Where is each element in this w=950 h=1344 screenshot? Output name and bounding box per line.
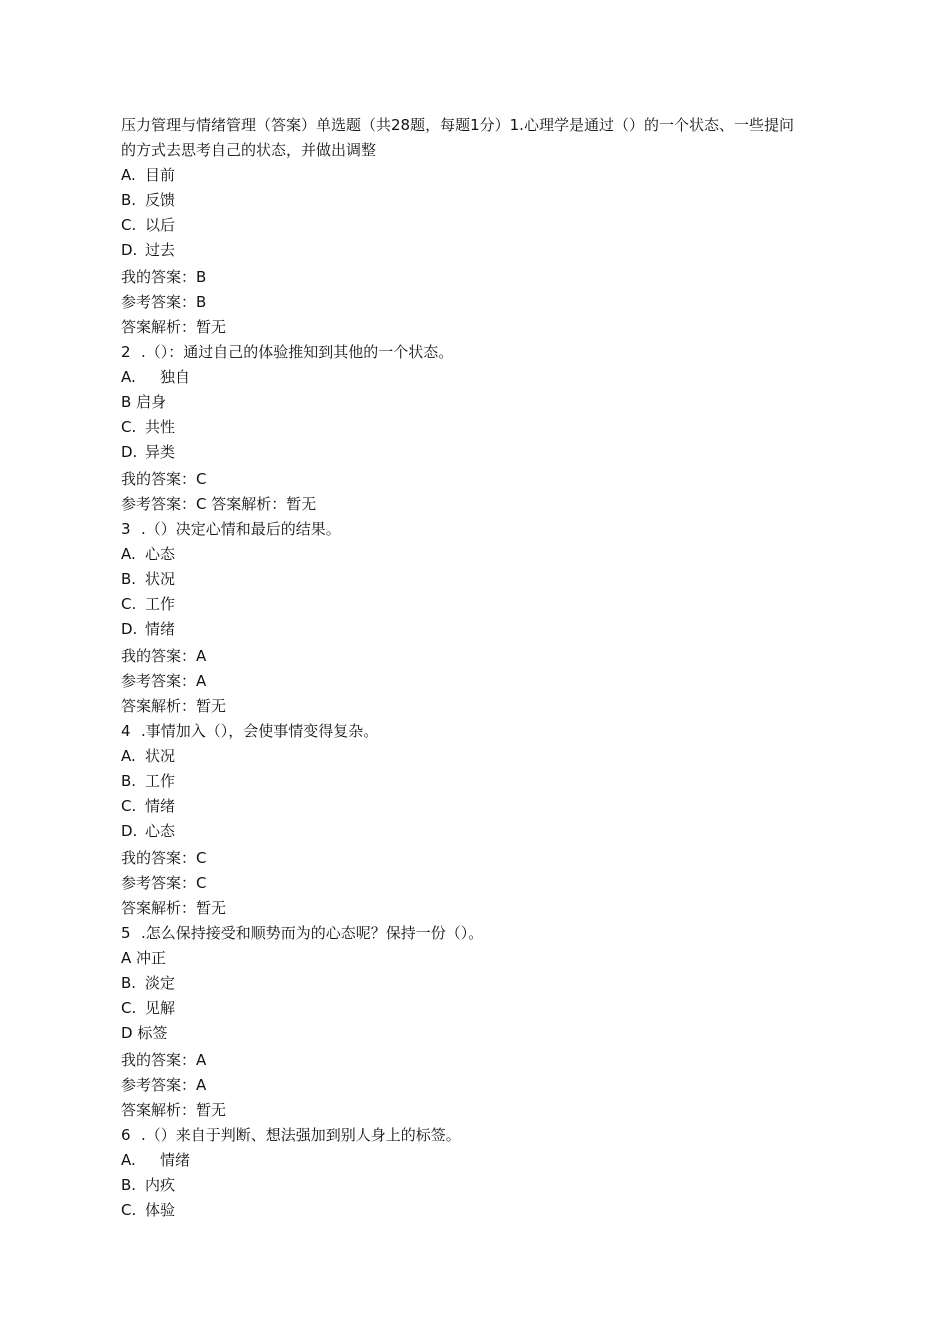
answer-analysis: 答案解析：暂无 — [121, 318, 227, 336]
option-a: A. 心态 — [121, 545, 176, 563]
option-a: A. 独自 — [121, 368, 191, 386]
my-answer: 我的答案：B — [121, 268, 207, 286]
option-b: B. 内疚 — [121, 1176, 176, 1194]
option-d: D. 心态 — [121, 822, 176, 840]
reference-answer: 参考答案：A — [121, 1076, 207, 1094]
question-4 — [121, 719, 801, 921]
question-3 — [121, 517, 801, 719]
question-5 — [121, 921, 801, 1123]
reference-answer: 参考答案：C 答案解析：暂无 — [121, 495, 317, 513]
option-d: D. 异类 — [121, 443, 176, 461]
reference-answer: 参考答案：C — [121, 874, 207, 892]
option-b: B. 工作 — [121, 772, 176, 790]
document-title: 压力管理与情绪管理（答案）单选题（共28题，每题1分）1.心理学是通过（）的一个状态、一些提问的方式去思考自己的状态，并做出调整 — [121, 116, 794, 159]
option-d: D 标签 — [121, 1024, 168, 1042]
option-c: C. 体验 — [121, 1201, 176, 1219]
question-6 — [121, 1123, 801, 1223]
question-stem: 3 .（）决定心情和最后的结果。 — [121, 520, 341, 538]
option-b: B 启身 — [121, 393, 167, 411]
my-answer: 我的答案：C — [121, 470, 207, 488]
option-d: D. 情绪 — [121, 620, 176, 638]
question-stem: 4 .事情加入（），会使事情变得复杂。 — [121, 722, 379, 740]
question-stem: 5 .怎么保持接受和顺势而为的心态呢？保持一份（）。 — [121, 924, 484, 942]
document-page — [121, 113, 801, 1223]
question-stem: 6 .（）来自于判断、想法强加到别人身上的标签。 — [121, 1126, 461, 1144]
my-answer: 我的答案：C — [121, 849, 207, 867]
option-c: C. 见解 — [121, 999, 176, 1017]
question-stem: 2 .（）：通过自己的体验推知到其他的一个状态。 — [121, 343, 454, 361]
my-answer: 我的答案：A — [121, 647, 207, 665]
my-answer: 我的答案：A — [121, 1051, 207, 1069]
option-a: A. 情绪 — [121, 1151, 191, 1169]
question-1 — [121, 163, 801, 340]
answer-analysis: 答案解析：暂无 — [121, 1101, 227, 1119]
answer-analysis: 答案解析：暂无 — [121, 899, 227, 917]
reference-answer: 参考答案：B — [121, 293, 207, 311]
option-b: B. 淡定 — [121, 974, 176, 992]
option-d: D. 过去 — [121, 241, 176, 259]
option-b: B. 反馈 — [121, 191, 176, 209]
option-b: B. 状况 — [121, 570, 176, 588]
option-c: C. 情绪 — [121, 797, 176, 815]
option-c: C. 工作 — [121, 595, 176, 613]
option-c: C. 共性 — [121, 418, 176, 436]
answer-analysis: 答案解析：暂无 — [121, 697, 227, 715]
question-2 — [121, 340, 801, 517]
option-a: A. 状况 — [121, 747, 176, 765]
option-a: A 冲正 — [121, 949, 167, 967]
option-a: A. 目前 — [121, 166, 176, 184]
reference-answer: 参考答案：A — [121, 672, 207, 690]
option-c: C. 以后 — [121, 216, 176, 234]
